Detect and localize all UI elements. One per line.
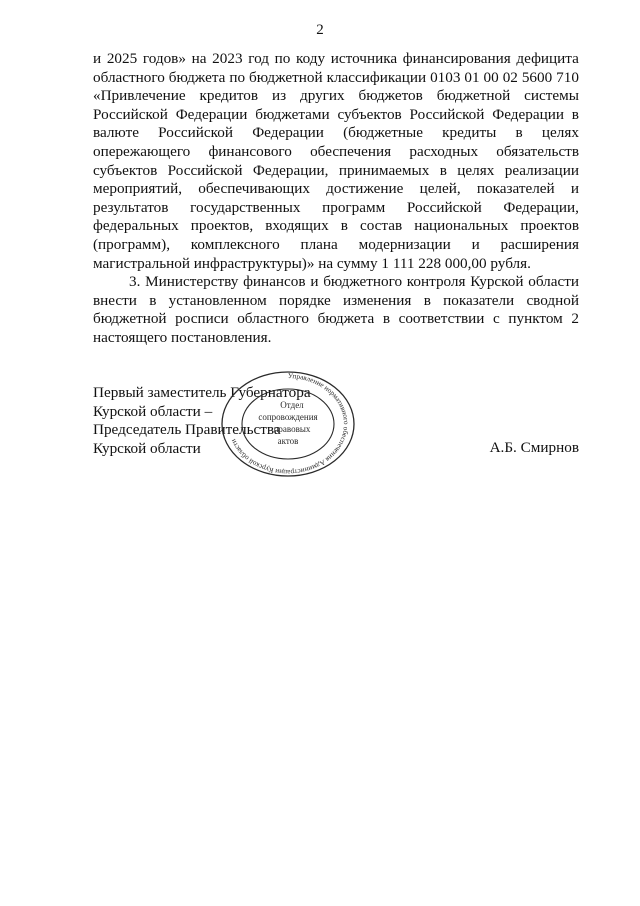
word: Российской bbox=[158, 124, 233, 142]
word: валюте bbox=[93, 124, 139, 142]
word: Российской bbox=[409, 105, 485, 123]
word: установленном bbox=[168, 291, 267, 309]
paragraph-3 bbox=[93, 273, 579, 329]
text-line bbox=[93, 106, 579, 125]
word: «Привлечение bbox=[93, 87, 186, 105]
signer-title-line: Первый заместитель Губернатора bbox=[93, 384, 311, 401]
word: коду bbox=[296, 50, 326, 67]
word: в bbox=[515, 124, 523, 142]
word: 2 bbox=[571, 310, 579, 328]
text-line bbox=[93, 180, 579, 199]
text-line bbox=[93, 87, 579, 106]
word: Российской bbox=[406, 198, 482, 216]
word: по bbox=[229, 68, 246, 86]
word: бюджетной bbox=[436, 87, 511, 105]
word: федеральных bbox=[93, 217, 179, 235]
paragraph-2025-budget bbox=[93, 50, 579, 255]
word: бюджетами bbox=[255, 105, 330, 123]
word: в bbox=[340, 217, 348, 235]
word: Министерству bbox=[145, 273, 239, 291]
text-line bbox=[93, 255, 579, 274]
signer-title-line: Председатель Правительства bbox=[93, 421, 281, 439]
word: реализации bbox=[504, 161, 579, 179]
word: бюджетного bbox=[323, 273, 403, 291]
word: показатели bbox=[443, 291, 515, 309]
word: и bbox=[310, 273, 319, 291]
word: целях bbox=[541, 124, 579, 142]
word: источника bbox=[330, 50, 398, 67]
word: кредиты bbox=[442, 124, 497, 142]
word: в bbox=[149, 291, 157, 309]
text-line bbox=[93, 310, 579, 329]
text-line bbox=[93, 292, 579, 311]
word: областного bbox=[237, 310, 309, 328]
official-stamp bbox=[218, 368, 358, 480]
word: и bbox=[570, 180, 579, 198]
word: комплексного bbox=[190, 235, 280, 253]
word: изменения bbox=[343, 291, 412, 309]
signer-title-line: Курской области bbox=[93, 439, 201, 457]
word: внести bbox=[93, 291, 137, 309]
word: расходных bbox=[409, 142, 479, 160]
word: и bbox=[93, 50, 102, 67]
word: входящих bbox=[265, 217, 329, 235]
word: соответствии bbox=[398, 310, 485, 328]
word: субъектов bbox=[93, 161, 158, 179]
text-line bbox=[93, 236, 579, 255]
word: Федерации, bbox=[252, 161, 329, 179]
word: 01 bbox=[464, 68, 480, 86]
word: 3. bbox=[129, 273, 141, 291]
text-line bbox=[93, 162, 579, 181]
word: классификации bbox=[326, 68, 427, 86]
word: Федерации bbox=[175, 105, 248, 123]
stamp-center-line: сопровождения bbox=[258, 412, 318, 422]
word: 02 bbox=[502, 68, 518, 86]
text-line bbox=[93, 50, 579, 69]
word: Федерации bbox=[492, 105, 564, 123]
signer-title-line: Курской области – bbox=[93, 402, 213, 420]
word: мероприятий, bbox=[93, 180, 183, 198]
word: финансового bbox=[208, 142, 292, 160]
word: бюджета bbox=[168, 68, 226, 86]
text-line bbox=[93, 69, 579, 88]
word: областного bbox=[93, 68, 165, 86]
word: бюджетной bbox=[249, 68, 323, 86]
word: национальных bbox=[414, 217, 509, 235]
word: в bbox=[571, 105, 579, 123]
word: достижение bbox=[326, 180, 404, 198]
word: результатов bbox=[93, 198, 169, 216]
word: 0103 bbox=[430, 68, 461, 86]
text-line-content: магистральной инфраструктуры)» на сумму 1 111 228 000,00 рубля. bbox=[93, 254, 531, 272]
word: модернизации bbox=[358, 235, 451, 253]
word: Федерации, bbox=[503, 198, 579, 216]
word: (программ), bbox=[93, 235, 171, 253]
word: целях bbox=[457, 161, 495, 179]
page-number: 2 bbox=[316, 22, 324, 38]
word: с bbox=[493, 310, 500, 328]
word: обеспечивающих bbox=[198, 180, 310, 198]
word: расширения bbox=[500, 235, 579, 253]
word: принимаемых bbox=[338, 161, 430, 179]
word: из bbox=[271, 87, 287, 105]
text-line-content: настоящего постановления. bbox=[93, 328, 272, 346]
word: состав bbox=[359, 217, 403, 235]
word: целей, bbox=[419, 180, 461, 198]
word: финансов bbox=[243, 273, 306, 291]
word: финансирования bbox=[402, 50, 511, 67]
word: сводной bbox=[526, 291, 579, 309]
text-line bbox=[93, 329, 579, 348]
word: пунктом bbox=[508, 310, 563, 328]
word: проектов, bbox=[190, 217, 254, 235]
word: Российской bbox=[93, 105, 168, 123]
word: бюджетной bbox=[93, 310, 167, 328]
word: Российской bbox=[167, 161, 243, 179]
word: на bbox=[191, 50, 207, 67]
word: год bbox=[248, 50, 269, 67]
word: (бюджетные bbox=[343, 124, 423, 142]
stamp-center-line: актов bbox=[277, 436, 299, 446]
word: опережающего bbox=[93, 142, 191, 160]
document-body bbox=[93, 50, 579, 348]
word: в bbox=[382, 310, 390, 328]
stamp-center-line: Отдел bbox=[280, 400, 304, 410]
word: 710 bbox=[556, 68, 579, 86]
word: государственных bbox=[190, 198, 301, 216]
text-line bbox=[93, 273, 579, 292]
word: области bbox=[528, 273, 579, 291]
text-line bbox=[93, 199, 579, 218]
word: обеспечения bbox=[310, 142, 392, 160]
word: в bbox=[439, 161, 447, 179]
word: росписи bbox=[175, 310, 229, 328]
word: программ bbox=[322, 198, 386, 216]
word: порядке bbox=[279, 291, 331, 309]
text-line bbox=[93, 124, 579, 143]
word: плана bbox=[300, 235, 338, 253]
word: Курской bbox=[470, 273, 524, 291]
word: проектов bbox=[520, 217, 579, 235]
word: и bbox=[471, 235, 480, 253]
stamp-center-line: правовых bbox=[273, 424, 311, 434]
text-line bbox=[93, 143, 579, 162]
word: субъектов bbox=[337, 105, 402, 123]
word: бюджетов bbox=[358, 87, 423, 105]
word: контроля bbox=[406, 273, 466, 291]
word: Федерации bbox=[252, 124, 324, 142]
word: 5600 bbox=[521, 68, 553, 86]
word: годов» bbox=[142, 50, 186, 67]
word: других bbox=[299, 87, 345, 105]
word: обязательств bbox=[496, 142, 579, 160]
word: по bbox=[274, 50, 291, 67]
signer-name: А.Б. Смирнов bbox=[489, 439, 579, 456]
word: бюджета bbox=[317, 310, 375, 328]
word: кредитов bbox=[199, 87, 259, 105]
word: 00 bbox=[483, 68, 499, 86]
word: 2025 bbox=[106, 50, 138, 67]
word: системы bbox=[524, 87, 579, 105]
word: показателей bbox=[476, 180, 555, 198]
word: дефицита bbox=[516, 50, 579, 67]
word: в bbox=[423, 291, 431, 309]
word: 2023 bbox=[212, 50, 243, 67]
text-line bbox=[93, 217, 579, 236]
stamp-ring-text-path: Управление нормативного обеспечения Администрации Курской области bbox=[229, 371, 350, 477]
